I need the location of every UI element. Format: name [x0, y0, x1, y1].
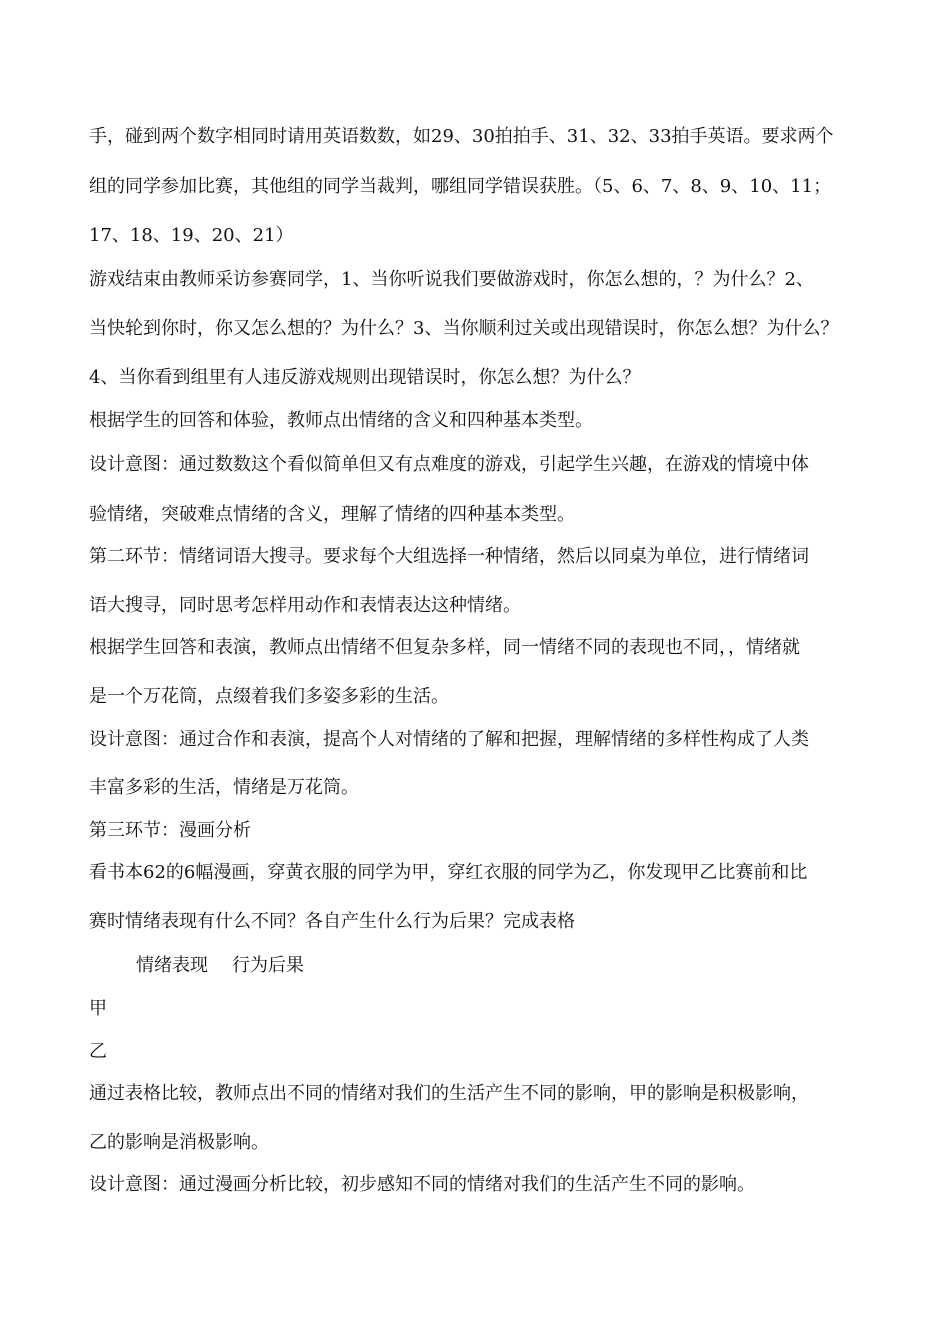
section-heading: 第三环节：漫画分析	[89, 820, 251, 841]
paragraph-line: 设计意图：通过数数这个看似简单但又有点难度的游戏，引起学生兴趣，在游戏的情境中体	[89, 454, 809, 475]
paragraph-line: 通过表格比较，教师点出不同的情绪对我们的生活产生不同的影响，甲的影响是积极影响，	[89, 1083, 809, 1104]
paragraph-line: 乙的影响是消极影响。	[89, 1132, 269, 1153]
paragraph-line: 当快轮到你时，你又怎么想的？为什么？3、当你顺利过关或出现错误时，你怎么想？为什么？	[89, 318, 839, 339]
paragraph-line: 是一个万花筒，点缀着我们多姿多彩的生活。	[89, 686, 449, 707]
paragraph-line: 17、18、19、20、21）	[89, 225, 294, 246]
paragraph-line: 设计意图：通过合作和表演，提高个人对情绪的了解和把握，理解情绪的多样性构成了人类	[89, 729, 809, 750]
paragraph-line: 根据学生回答和表演，教师点出情绪不但复杂多样，同一情绪不同的表现也不同，，情绪就	[89, 637, 800, 658]
paragraph-line: 根据学生的回答和体验，教师点出情绪的含义和四种基本类型。	[89, 410, 593, 431]
paragraph-line: 手，碰到两个数字相同时请用英语数数，如29、30拍拍手、31、32、33拍手英语。要求两个	[89, 126, 834, 147]
table-header-emotion: 情绪表现	[136, 955, 208, 976]
paragraph-line: 赛时情绪表现有什么不同？各自产生什么行为后果？完成表格	[89, 911, 575, 932]
paragraph-line: 游戏结束由教师采访参赛同学，1、当你听说我们要做游戏时，你怎么想的，？为什么？2、	[89, 269, 814, 290]
paragraph-line: 4、当你看到组里有人违反游戏规则出现错误时，你怎么想？为什么？	[89, 367, 641, 388]
table-row-label: 乙	[89, 1041, 107, 1062]
paragraph-line: 语大搜寻，同时思考怎样用动作和表情表达这种情绪。	[89, 595, 521, 616]
paragraph-line: 组的同学参加比赛，其他组的同学当裁判，哪组同学错误获胜。（5、6、7、8、9、10、11；	[89, 176, 832, 197]
paragraph-line: 第二环节：情绪词语大搜寻。要求每个大组选择一种情绪，然后以同桌为单位，进行情绪词	[89, 546, 809, 567]
paragraph-line: 验情绪，突破难点情绪的含义，理解了情绪的四种基本类型。	[89, 504, 575, 525]
paragraph-line: 丰富多彩的生活，情绪是万花筒。	[89, 777, 359, 798]
table-row-label: 甲	[89, 998, 107, 1019]
paragraph-line: 设计意图：通过漫画分析比较，初步感知不同的情绪对我们的生活产生不同的影响。	[89, 1174, 755, 1195]
paragraph-line: 看书本62的6幅漫画，穿黄衣服的同学为甲，穿红衣服的同学为乙，你发现甲乙比赛前和比	[89, 862, 808, 883]
table-header-consequence: 行为后果	[232, 955, 304, 976]
